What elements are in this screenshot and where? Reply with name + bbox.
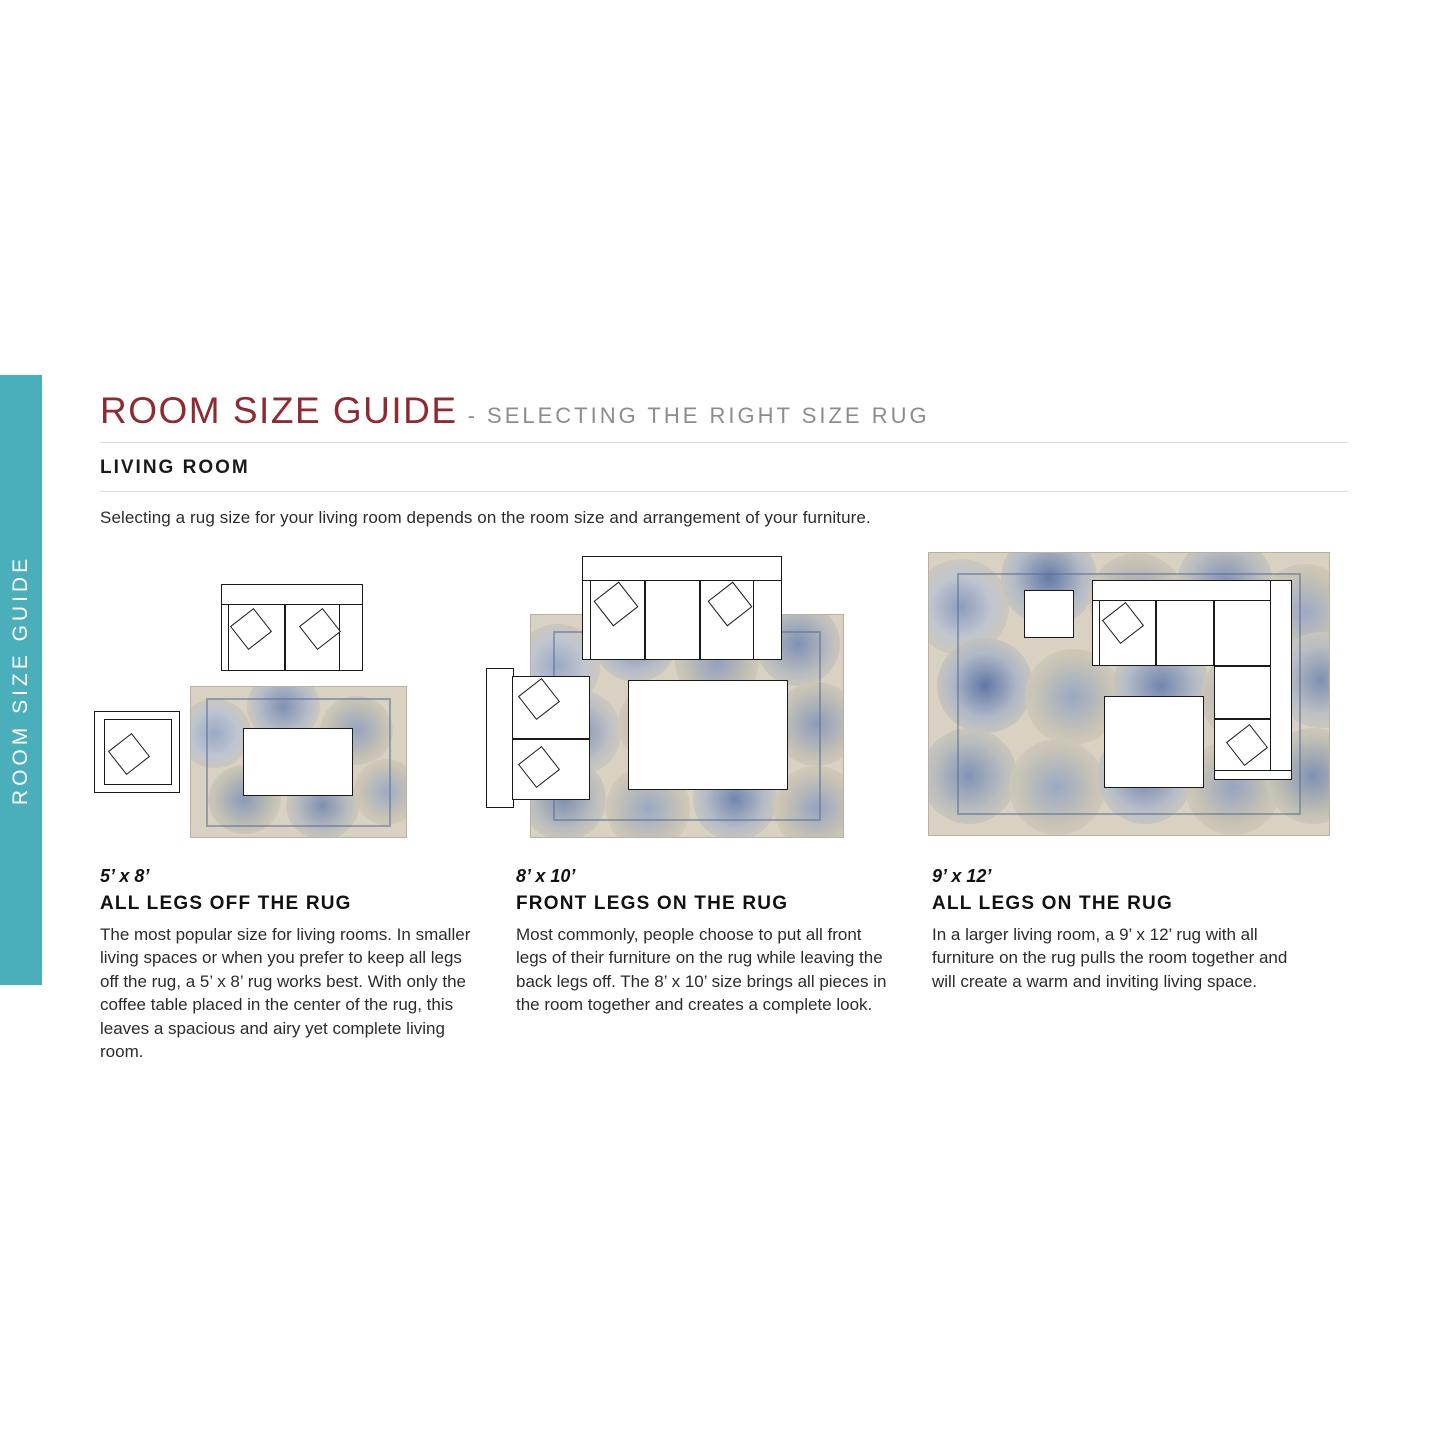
caption-body-5x8: The most popular size for living rooms. In smaller living spaces or when you prefer to keep all legs off the rug, a 5’ x 8’ rug works best. With only the coffee table placed in the center of the rug, this leaves a spacious and airy yet complete living room. — [100, 925, 471, 1062]
section-intro: Selecting a rug size for your living room depends on the room size and arrangement of your furniture. — [100, 508, 871, 527]
caption-size-5x8: 5’ x 8’ — [100, 866, 150, 886]
figure-8x10 — [516, 556, 932, 856]
column-9x12 — [932, 556, 1348, 1064]
page-title-main: ROOM SIZE GUIDE — [100, 390, 458, 431]
section-header — [100, 443, 1348, 492]
sectional-divider-3 — [1214, 718, 1271, 720]
caption-size-8x10: 8’ x 10’ — [516, 866, 576, 886]
figure-5x8 — [100, 556, 516, 856]
sectional-divider-1 — [1155, 600, 1157, 666]
column-5x8 — [100, 556, 516, 1064]
caption-heading-5x8: ALL LEGS OFF THE RUG — [100, 893, 352, 914]
caption-size-9x12: 9’ x 12’ — [932, 866, 992, 886]
side-table — [1024, 590, 1074, 638]
coffee-table — [243, 728, 353, 796]
caption-body-8x10: Most commonly, people choose to put all front legs of their furniture on the rug while leaving the back legs off. The 8’ x 10’ size brings all pieces in the room together and creates a complete look. — [516, 925, 887, 1015]
loveseat-back — [486, 668, 514, 808]
sofa-divider-1 — [644, 580, 646, 660]
caption-heading-8x10: FRONT LEGS ON THE RUG — [516, 893, 789, 914]
side-tab — [0, 375, 42, 985]
main-content — [100, 390, 1348, 1064]
caption-heading-9x12: ALL LEGS ON THE RUG — [932, 893, 1173, 914]
sofa-back — [221, 584, 363, 606]
caption-body-9x12: In a larger living room, a 9’ x 12’ rug with all furniture on the rug pulls the room together and will create a warm and inviting living space. — [932, 925, 1288, 991]
figure-9x12 — [932, 556, 1348, 856]
page-title-sub: - SELECTING THE RIGHT SIZE RUG — [467, 403, 930, 428]
sofa-divider — [284, 604, 286, 671]
sectional-back-top — [1092, 580, 1278, 602]
sofa-back — [582, 556, 782, 582]
sectional-arm-left — [1092, 600, 1100, 666]
sofa-divider-2 — [699, 580, 701, 660]
side-tab-label: ROOM SIZE GUIDE — [9, 554, 32, 806]
sectional-back-right — [1270, 580, 1292, 772]
sofa-arm-left — [221, 604, 229, 671]
loveseat-divider — [512, 738, 590, 740]
section-title: LIVING ROOM — [100, 457, 250, 478]
sofa-arm-right — [753, 580, 782, 660]
coffee-table — [1104, 696, 1204, 788]
columns-container — [100, 556, 1348, 1064]
sofa-arm-right — [339, 604, 363, 671]
sofa-arm-left — [582, 580, 591, 660]
page-title — [100, 390, 1348, 443]
sectional-arm-bottom — [1214, 770, 1292, 780]
sectional-divider-2 — [1213, 600, 1215, 666]
column-8x10 — [516, 556, 932, 1064]
coffee-table — [628, 680, 788, 790]
